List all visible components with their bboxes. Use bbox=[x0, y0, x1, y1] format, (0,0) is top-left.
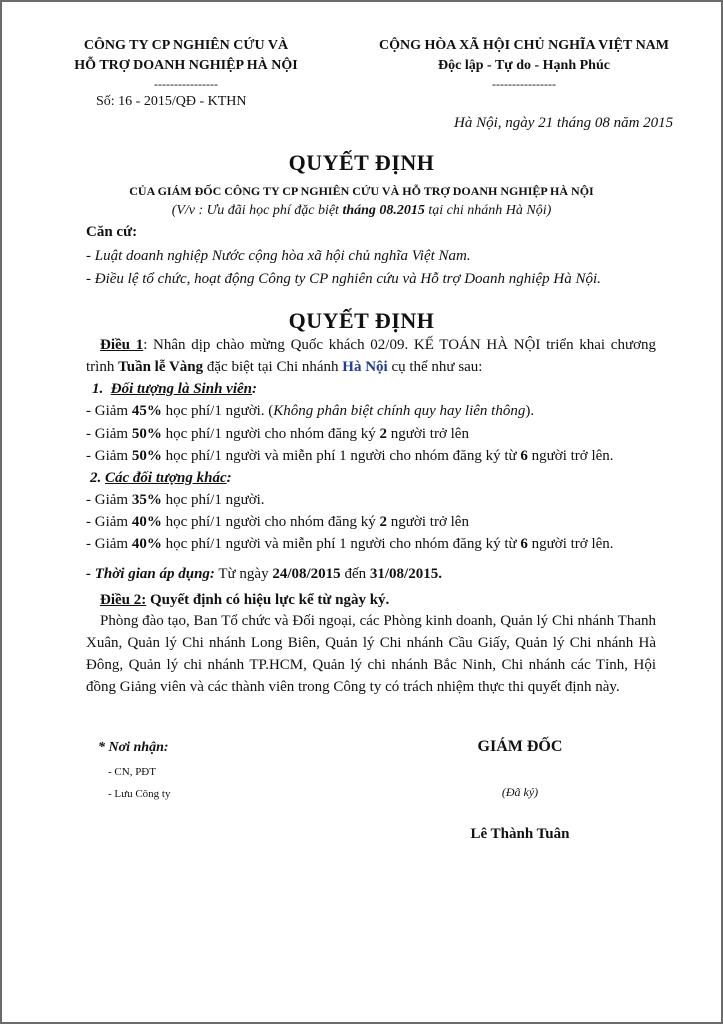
group-2-item bbox=[86, 489, 265, 511]
article-2 bbox=[100, 589, 389, 611]
group-2-item bbox=[86, 511, 469, 533]
discount-percent: 45% bbox=[131, 403, 162, 419]
group-1-heading bbox=[92, 378, 257, 400]
subject-suffix: tại chi nhánh Hà Nội) bbox=[424, 203, 552, 218]
article-1-text: đặc biệt tại Chi nhánh bbox=[203, 359, 343, 375]
subject-prefix: (V/v : Ưu đãi học phí đặc biệt bbox=[171, 203, 343, 218]
program-name: Tuần lễ Vàng bbox=[118, 359, 204, 375]
item-text: - Giảm bbox=[86, 536, 132, 552]
period-start: 24/08/2015 bbox=[272, 566, 341, 582]
discount-percent: 40% bbox=[131, 536, 162, 552]
item-text: người trở lên bbox=[387, 426, 469, 442]
discount-percent: 50% bbox=[131, 426, 162, 442]
document-subtitle: CỦA GIÁM ĐỐC CÔNG TY CP NGHIÊN CỨU VÀ HỖ TRỢ DOANH NGHIỆP HÀ NỘI bbox=[129, 184, 594, 198]
period-text: đến bbox=[340, 566, 370, 582]
closing-paragraph: Phòng đào tạo, Ban Tổ chức và Đối ngoại, các Phòng kinh doanh, Quản lý Chi nhánh Thanh Xuân, Quản lý Chi nhánh Long Biên, Quản lý Chi nhánh Cầu Giấy, Quản lý Chi nhánh Hà Đông, Quản lý chi nhánh TP.HCM, Quản lý chi nhánh Bắc Ninh, Chi nhánh các Tỉnh, Hội đồng Giảng viên và các thành viên trong Công ty có trách nhiệm thực thi quyết định này. bbox=[86, 613, 656, 695]
group-1-number: 1. bbox=[92, 381, 104, 397]
group-1-label: Đối tượng là Sinh viên bbox=[110, 381, 252, 397]
group-size: 2 bbox=[379, 426, 388, 442]
legal-basis-label: Căn cứ: bbox=[86, 224, 138, 240]
company-name-line1: CÔNG TY CP NGHIÊN CỨU VÀ bbox=[83, 38, 289, 53]
signer-title: GIÁM ĐỐC bbox=[477, 738, 563, 755]
article-2-text: Quyết định có hiệu lực kể từ ngày ký. bbox=[146, 592, 390, 608]
decision-heading: QUYẾT ĐỊNH bbox=[288, 308, 435, 333]
group-1-colon: : bbox=[251, 381, 257, 397]
company-name-line2: HỖ TRỢ DOANH NGHIỆP HÀ NỘI bbox=[74, 58, 298, 73]
national-separator: ---------------- bbox=[492, 77, 556, 91]
item-text: học phí/1 người cho nhóm đăng ký bbox=[161, 426, 380, 442]
subject-month: tháng 08.2015 bbox=[342, 203, 425, 218]
group-1-item bbox=[86, 423, 469, 445]
article-1 bbox=[86, 334, 656, 378]
group-2-colon: : bbox=[226, 470, 232, 486]
period-label: - Thời gian áp dụng: bbox=[86, 566, 215, 582]
company-separator: ---------------- bbox=[154, 77, 218, 91]
group-size: 6 bbox=[520, 448, 528, 464]
recipient-item: - Lưu Công ty bbox=[108, 788, 171, 800]
recipient-item: - CN, PĐT bbox=[108, 766, 156, 778]
discount-percent: 40% bbox=[131, 514, 162, 530]
item-text: - Giảm bbox=[86, 492, 132, 508]
discount-percent: 35% bbox=[131, 492, 162, 508]
signer-name: Lê Thành Tuân bbox=[470, 826, 570, 842]
discount-percent: 50% bbox=[131, 448, 162, 464]
national-name: CỘNG HÒA XÃ HỘI CHỦ NGHĨA VIỆT NAM bbox=[378, 38, 669, 53]
item-text: - Giảm bbox=[86, 448, 132, 464]
group-2-number: 2. bbox=[90, 470, 102, 486]
group-size: 6 bbox=[520, 536, 528, 552]
item-text: học phí/1 người. ( bbox=[161, 403, 274, 419]
item-text: - Giảm bbox=[86, 403, 132, 419]
document-title: QUYẾT ĐỊNH bbox=[288, 150, 435, 175]
item-text: học phí/1 người. bbox=[161, 492, 265, 508]
branch-name: Hà Nội bbox=[342, 359, 388, 375]
item-text: - Giảm bbox=[86, 426, 132, 442]
group-2-heading bbox=[90, 467, 232, 489]
legal-basis-item: - Luật doanh nghiệp Nước cộng hòa xã hội chủ nghĩa Việt Nam. bbox=[86, 248, 471, 264]
group-size: 2 bbox=[379, 514, 388, 530]
period-end: 31/08/2015. bbox=[369, 566, 442, 582]
item-note: Không phân biệt chính quy hay liên thông bbox=[273, 403, 526, 419]
recipients-label: * Nơi nhận: bbox=[98, 740, 169, 755]
item-text: người trở lên. bbox=[527, 536, 614, 552]
article-1-text: : Nhân dịp chào mừng Quốc khách 02/09. KẾ TOÁN HÀ NỘI triển khai chương trình bbox=[86, 337, 657, 375]
item-text: người trở lên bbox=[387, 514, 469, 530]
group-2-item bbox=[86, 533, 614, 555]
national-header bbox=[350, 36, 698, 76]
decision-number: Số: 16 - 2015/QĐ - KTHN bbox=[96, 94, 247, 109]
item-text: học phí/1 người và miễn phí 1 người cho nhóm đăng ký từ bbox=[161, 448, 521, 464]
item-text: học phí/1 người cho nhóm đăng ký bbox=[161, 514, 380, 530]
period-text: Từ ngày bbox=[214, 566, 273, 582]
group-2-label: Các đối tượng khác bbox=[105, 470, 227, 486]
group-1-item bbox=[86, 445, 614, 467]
article-2-label: Điều 2: bbox=[100, 592, 147, 608]
item-text: người trở lên. bbox=[527, 448, 614, 464]
article-1-label: Điều 1 bbox=[100, 337, 144, 353]
article-1-text: cụ thể như sau: bbox=[387, 359, 483, 375]
legal-basis-item: - Điều lệ tổ chức, hoạt động Công ty CP nghiên cứu và Hỗ trợ Doanh nghiệp Hà Nội. bbox=[86, 271, 601, 287]
document-subject bbox=[0, 203, 723, 219]
signed-note: (Đã ký) bbox=[501, 785, 539, 799]
item-text: ). bbox=[525, 403, 535, 419]
group-1-item bbox=[86, 400, 534, 422]
item-text: học phí/1 người và miễn phí 1 người cho nhóm đăng ký từ bbox=[161, 536, 521, 552]
item-text: - Giảm bbox=[86, 514, 132, 530]
company-name bbox=[58, 36, 314, 76]
national-motto: Độc lập - Tự do - Hạnh Phúc bbox=[438, 58, 610, 73]
issue-date: Hà Nội, ngày 21 tháng 08 năm 2015 bbox=[454, 115, 674, 131]
application-period bbox=[86, 563, 442, 585]
